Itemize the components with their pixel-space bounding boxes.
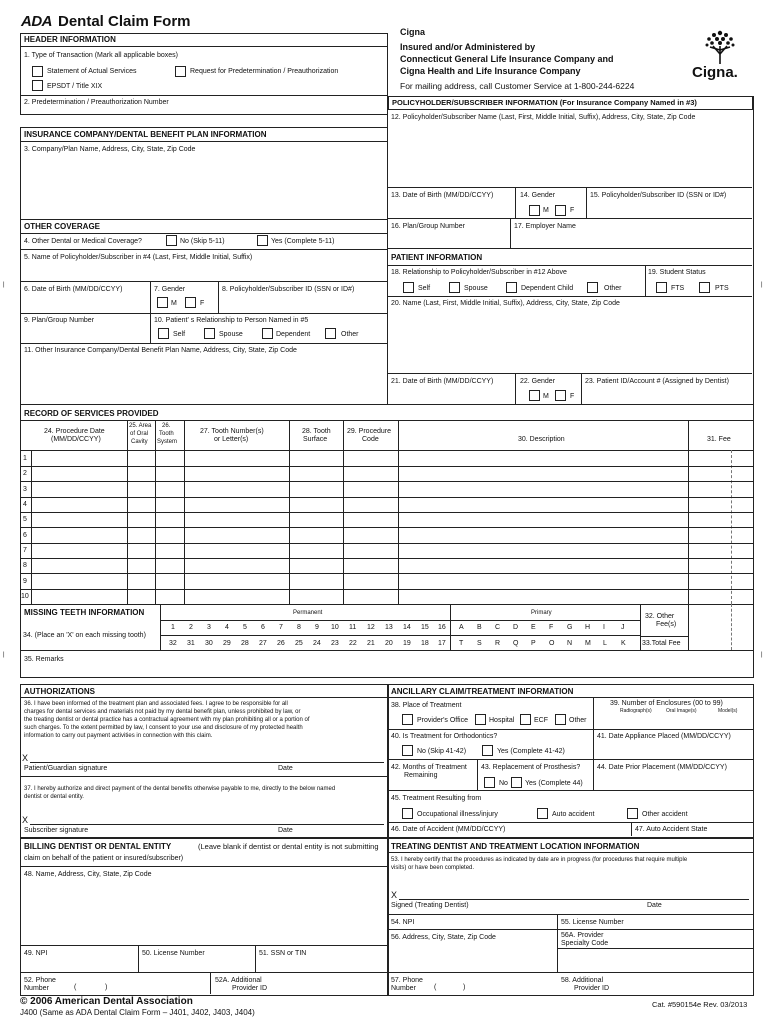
col-procedure-code: 29. Procedure [347, 428, 391, 435]
treating-signature-date: Date [647, 902, 662, 909]
col-tooth-system: 26. [162, 423, 171, 429]
other-self-label: Self [173, 331, 186, 338]
catalog-number: Cat. #590154e Rev. 03/2013 [652, 1000, 748, 1009]
tooth-28[interactable]: 28 [241, 640, 249, 647]
tooth-11[interactable]: 11 [349, 624, 357, 631]
additional-provider-id-label-b: Provider ID [574, 985, 610, 992]
prosthesis-yes-checkbox[interactable] [511, 777, 522, 788]
tooth-21[interactable]: 21 [367, 640, 375, 647]
ortho-no-checkbox[interactable] [402, 745, 413, 756]
billing-note-2: claim on behalf of the patient or insured/subscriber) [24, 855, 184, 862]
other-other-label: Other [341, 331, 359, 338]
treating-phone-label-b: Number [391, 985, 416, 992]
other-insurance-company-label: 11. Other Insurance Company/Dental Benefit Plan Name, Address, City, State, Zip Code [24, 347, 297, 354]
treating-53-line2: visits) or have been completed. [391, 865, 475, 871]
tooth-7[interactable]: 7 [279, 624, 283, 631]
col-tooth-system-b: Tooth [159, 431, 174, 437]
other-place-checkbox[interactable] [555, 714, 566, 725]
cigna-line3: Cigna Health and Life Insurance Company [400, 66, 581, 76]
other-accident-label: Other accident [642, 811, 688, 818]
tooth-13[interactable]: 13 [385, 624, 393, 631]
prior-placement-label: 44. Date Prior Placement (MM/DD/CCYY) [597, 764, 727, 771]
fts-label: FTS [671, 285, 685, 292]
other-gender-m-label: M [171, 300, 177, 307]
authorizations-title: AUTHORIZATIONS [24, 687, 95, 696]
tooth-25[interactable]: 25 [295, 640, 303, 647]
billing-npi-label: 49. NPI [24, 950, 48, 957]
cigna-line1: Insured and/or Administered by [400, 42, 536, 52]
pts-label: PTS [715, 285, 729, 292]
service-row-6: 6 [23, 532, 27, 539]
provider-office-label: Provider's Office [417, 717, 469, 724]
subscriber-signature-label: Subscriber signature [24, 827, 89, 834]
right-column-frame [387, 96, 754, 404]
auth-36-line4: such charges. To the extent permitted by law, I consent to your use and disclosure of my protected health [24, 725, 303, 731]
j400-note: J400 (Same as ADA Dental Claim Form – J401, J402, J403, J404) [20, 1008, 255, 1017]
col-tooth-surface-b: Surface [303, 436, 328, 443]
patient-dob-label: 21. Date of Birth (MM/DD/CCYY) [391, 378, 494, 385]
tooth-B[interactable]: B [477, 624, 482, 631]
accident-date-label: 46. Date of Accident (MM/DD/CCYY) [391, 826, 506, 833]
appliance-placed-label: 41. Date Appliance Placed (MM/DD/CCYY) [597, 733, 731, 740]
tooth-20[interactable]: 20 [385, 640, 393, 647]
epsdt-label: EPSDT / Title XIX [47, 83, 103, 90]
auth-37-line1: 37. I hereby authorize and direct payment of the dental benefits otherwise payable to me, directly to the below named [24, 786, 336, 792]
tooth-M[interactable]: M [585, 640, 591, 647]
treating-53-line1: 53. I hereby certify that the procedures as indicated by date are in progress (for procedures that require multiple [391, 857, 688, 863]
patient-info-title: PATIENT INFORMATION [391, 253, 483, 262]
actual-services-checkbox[interactable] [32, 66, 43, 77]
hospital-checkbox[interactable] [475, 714, 486, 725]
other-fees-label: 32. Other [645, 613, 675, 620]
other-policyholder-name-label: 5. Name of Policyholder/Subscriber in #4 (Last, First, Middle Initial, Suffix) [24, 254, 253, 261]
ortho-no-label: No (Skip 41-42) [417, 748, 467, 755]
other-dependent-checkbox[interactable] [262, 328, 273, 339]
orthodontics-label: 40. Is Treatment for Orthodontics? [391, 733, 498, 740]
auth-36-line2: charges for dental services and materials not paid by my dental benefit plan, unless prohibited by law, or [24, 709, 301, 715]
auth-36-line1: 36. I have been informed of the treatment plan and associated fees. I agree to be responsible for all [24, 701, 288, 707]
policyholder-dob-label: 13. Date of Birth (MM/DD/CCYY) [391, 192, 494, 199]
relationship-label: 18. Relationship to Policyholder/Subscriber in #12 Above [391, 269, 567, 276]
ecf-label: ECF [534, 717, 548, 724]
prosthesis-yes-label: Yes (Complete 44) [525, 780, 583, 787]
tooth-3[interactable]: 3 [207, 624, 211, 631]
tooth-15[interactable]: 15 [421, 624, 429, 631]
col-description: 30. Description [518, 436, 565, 443]
tooth-6[interactable]: 6 [261, 624, 265, 631]
transaction-type-label: 1. Type of Transaction (Mark all applicable boxes) [24, 52, 178, 59]
tooth-O[interactable]: O [549, 640, 555, 647]
right-fold-mark: | [761, 282, 763, 288]
form-title: Dental Claim Form [58, 13, 191, 30]
other-accident-checkbox[interactable] [627, 808, 638, 819]
other-dependent-label: Dependent [276, 331, 311, 338]
left-fold-mark-2: | [3, 652, 5, 658]
other-coverage-no-checkbox[interactable] [166, 235, 177, 246]
policyholder-gender-f-label: F [570, 207, 575, 214]
auto-accident-checkbox[interactable] [537, 808, 548, 819]
occupational-checkbox[interactable] [402, 808, 413, 819]
occupational-label: Occupational illness/injury [417, 811, 498, 818]
radiographs-label: Radiograph(s) [620, 708, 652, 714]
student-status-label: 19. Student Status [648, 269, 706, 276]
missing-teeth-title: MISSING TEETH INFORMATION [24, 608, 145, 617]
tooth-S[interactable]: S [477, 640, 482, 647]
tooth-F[interactable]: F [549, 624, 554, 631]
service-row-2: 2 [23, 470, 27, 477]
billing-address-label: 48. Name, Address, City, State, Zip Code [24, 871, 152, 878]
tooth-I[interactable]: I [603, 624, 605, 631]
treating-title: TREATING DENTIST AND TREATMENT LOCATION INFORMATION [391, 842, 640, 851]
patient-account-label: 23. Patient ID/Account # (Assigned by Dentist) [585, 378, 729, 385]
tooth-P[interactable]: P [531, 640, 536, 647]
treating-signature-x: X [391, 890, 398, 900]
patient-signature-x: X [22, 753, 29, 763]
policyholder-gender-label: 14. Gender [520, 192, 556, 199]
specialty-code-label: 56A. Provider [561, 932, 604, 939]
service-row-9: 9 [23, 578, 27, 585]
patient-gender-label: 22. Gender [520, 378, 556, 385]
auth-36-line3: the treating dentist or dental practice has a contractual agreement with my plan prohibiting all or a portion of [24, 717, 310, 723]
other-gender-m-checkbox[interactable] [157, 297, 168, 308]
ortho-yes-checkbox[interactable] [482, 745, 493, 756]
tooth-19[interactable]: 19 [403, 640, 411, 647]
col-tooth-number: 27. Tooth Number(s) [200, 428, 264, 435]
tooth-R[interactable]: R [495, 640, 501, 647]
treating-license-label: 55. License Number [561, 919, 624, 926]
other-coverage-question: 4. Other Dental or Medical Coverage? [24, 238, 142, 245]
predetermination-number-label: 2. Predetermination / Preauthorization Number [24, 99, 169, 106]
tooth-16[interactable]: 16 [438, 624, 446, 631]
col-tooth-number-b: or Letter(s) [214, 436, 249, 443]
tooth-E[interactable]: E [531, 624, 536, 631]
service-row-3: 3 [23, 486, 27, 493]
auth-37-line2: dentist or dental entity. [24, 794, 84, 800]
other-place-label: Other [569, 717, 587, 724]
months-treatment-label: 42. Months of Treatment [391, 764, 467, 771]
service-row-8: 8 [23, 562, 27, 569]
tooth-N[interactable]: N [567, 640, 573, 647]
left-fold-mark: | [3, 282, 5, 288]
missing-teeth-instruction: 34. (Place an 'X' on each missing tooth) [23, 632, 146, 639]
place-of-treatment-label: 38. Place of Treatment [391, 702, 462, 709]
models-label: Model(s) [718, 708, 738, 714]
tooth-32[interactable]: 32 [169, 640, 177, 647]
billing-provider-id-label-b: Provider ID [232, 985, 268, 992]
col-tooth-surface: 28. Tooth [302, 428, 331, 435]
other-gender-f-checkbox[interactable] [185, 297, 196, 308]
billing-phone-paren-l: ( [74, 984, 77, 991]
enclosures-label: 39. Number of Enclosures (00 to 99) [610, 700, 723, 707]
service-row-10: 10 [21, 593, 29, 600]
other-spouse-checkbox[interactable] [204, 328, 215, 339]
other-coverage-title: OTHER COVERAGE [24, 222, 101, 231]
other-other-checkbox[interactable] [325, 328, 336, 339]
provider-office-checkbox[interactable] [402, 714, 413, 725]
prosthesis-no-label: No [499, 780, 508, 787]
tooth-5[interactable]: 5 [243, 624, 247, 631]
other-relationship-label: 10. Patient' s Relationship to Person Named in #5 [154, 317, 309, 324]
cigna-tree-icon [700, 28, 740, 68]
subscriber-signature-line[interactable] [30, 824, 384, 825]
col-area-c: Cavity [131, 439, 148, 445]
patient-signature-date: Date [278, 765, 293, 772]
ortho-yes-label: Yes (Complete 41-42) [497, 748, 565, 755]
tooth-4[interactable]: 4 [225, 624, 229, 631]
billing-title: BILLING DENTIST OR DENTAL ENTITY [24, 842, 172, 851]
other-subscriber-id-label: 8. Policyholder/Subscriber ID (SSN or ID#) [222, 286, 355, 293]
replacement-prosthesis-label: 43. Replacement of Prosthesis? [481, 764, 581, 771]
plan-group-label: 16. Plan/Group Number [391, 223, 465, 230]
col-procedure-code-b: Code [362, 436, 379, 443]
additional-provider-id-label: 58. Additional [561, 977, 604, 984]
header-info-title: HEADER INFORMATION [24, 35, 116, 44]
tooth-17[interactable]: 17 [438, 640, 446, 647]
tooth-2[interactable]: 2 [189, 624, 193, 631]
other-coverage-no-label: No (Skip 5-11) [180, 238, 225, 245]
tooth-24[interactable]: 24 [313, 640, 321, 647]
specialty-code-label-b: Specialty Code [561, 940, 609, 947]
policyholder-id-label: 15. Policyholder/Subscriber ID (SSN or ID#) [590, 192, 727, 199]
treating-phone-label: 57. Phone [391, 977, 423, 984]
cigna-logo-text: Cigna. [692, 64, 738, 81]
service-row-7: 7 [23, 547, 27, 554]
patient-name-label: 20. Name (Last, First, Middle Initial, Suffix), Address, City, State, Zip Code [391, 300, 620, 307]
other-coverage-yes-checkbox[interactable] [257, 235, 268, 246]
epsdt-checkbox[interactable] [32, 80, 43, 91]
months-treatment-label-b: Remaining [404, 772, 438, 779]
tooth-H[interactable]: H [585, 624, 591, 631]
tooth-L[interactable]: L [603, 640, 607, 647]
copyright: © 2006 American Dental Association [20, 996, 193, 1007]
subscriber-signature-x: X [22, 815, 29, 825]
treating-address-label: 56. Address, City, State, Zip Code [391, 934, 496, 941]
billing-note: (Leave blank if dentist or dental entity is not submitting [198, 842, 379, 851]
insurance-title: INSURANCE COMPANY/DENTAL BENEFIT PLAN INFORMATION [24, 130, 267, 139]
tooth-22[interactable]: 22 [349, 640, 357, 647]
service-row-4: 4 [23, 501, 27, 508]
patient-spouse-label: Spouse [464, 285, 488, 292]
other-fees-label-b: Fee(s) [656, 621, 677, 628]
patient-signature-line[interactable] [30, 762, 384, 763]
remarks-label: 35. Remarks [24, 656, 64, 663]
cigna-mailing: For mailing address, call Customer Service at 1-800-244-6224 [400, 81, 635, 91]
other-coverage-yes-label: Yes (Complete 5-11) [271, 238, 335, 245]
patient-gender-f-label: F [570, 393, 575, 400]
hospital-label: Hospital [489, 717, 515, 724]
tooth-26[interactable]: 26 [277, 640, 285, 647]
cigna-name: Cigna [400, 27, 426, 37]
tooth-1[interactable]: 1 [171, 624, 175, 631]
other-dob-label: 6. Date of Birth (MM/DD/CCYY) [24, 286, 123, 293]
tooth-J[interactable]: J [621, 624, 625, 631]
billing-provider-id-label: 52A. Additional [215, 977, 262, 984]
col-procedure-date: 24. Procedure Date [44, 428, 105, 435]
predetermination-checkbox[interactable] [175, 66, 186, 77]
tooth-14[interactable]: 14 [403, 624, 411, 631]
auto-accident-label: Auto accident [552, 811, 595, 818]
tooth-18[interactable]: 18 [421, 640, 429, 647]
subscriber-signature-date: Date [278, 827, 293, 834]
treating-phone-paren-r: ) [463, 984, 466, 991]
other-plan-group-label: 9. Plan/Group Number [24, 317, 95, 324]
tooth-8[interactable]: 8 [297, 624, 301, 631]
tooth-A[interactable]: A [459, 624, 464, 631]
tooth-31[interactable]: 31 [187, 640, 195, 647]
accident-state-label: 47. Auto Accident State [635, 826, 708, 833]
predetermination-label: Request for Predetermination / Preauthorization [190, 68, 339, 75]
service-row-5: 5 [23, 516, 27, 523]
tooth-Q[interactable]: Q [513, 640, 519, 647]
actual-services-label: Statement of Actual Services [47, 68, 137, 75]
billing-phone-paren-r: ) [105, 984, 108, 991]
other-gender-f-label: F [200, 300, 205, 307]
primary-label: Primary [531, 610, 552, 616]
cigna-line2: Connecticut General Life Insurance Company and [400, 54, 614, 64]
service-row-1: 1 [23, 455, 27, 462]
total-fee-label: 33.Total Fee [642, 640, 681, 647]
treating-phone-paren-l: ( [434, 984, 437, 991]
tooth-G[interactable]: G [567, 624, 573, 631]
tooth-9[interactable]: 9 [315, 624, 319, 631]
patient-dependent-label: Dependent Child [521, 285, 574, 292]
prosthesis-no-checkbox[interactable] [484, 777, 495, 788]
ancillary-title: ANCILLARY CLAIM/TREATMENT INFORMATION [391, 687, 574, 696]
patient-gender-m-label: M [543, 393, 549, 400]
tooth-23[interactable]: 23 [331, 640, 339, 647]
tooth-12[interactable]: 12 [367, 624, 375, 631]
col-procedure-date-fmt: (MM/DD/CCYY) [51, 436, 101, 443]
treatment-resulting-label: 45. Treatment Resulting from [391, 795, 482, 802]
policyholder-name-label: 12. Policyholder/Subscriber Name (Last, First, Middle Initial, Suffix), Address, City, State, Zip Code [391, 114, 696, 121]
oral-images-label: Oral Image(s) [666, 708, 697, 714]
policyholder-gender-m-label: M [543, 207, 549, 214]
treating-signature-label: Signed (Treating Dentist) [391, 902, 469, 909]
right-fold-mark-2: | [761, 652, 763, 658]
other-self-checkbox[interactable] [158, 328, 169, 339]
tooth-29[interactable]: 29 [223, 640, 231, 647]
policyholder-title: POLICYHOLDER/SUBSCRIBER INFORMATION (For Insurance Company Named in #3) [392, 98, 697, 107]
col-fee: 31. Fee [707, 436, 731, 443]
col-area: 25. Area [129, 423, 152, 429]
tooth-30[interactable]: 30 [205, 640, 213, 647]
ada-logo: ADA [21, 13, 52, 30]
billing-phone-label-b: Number [24, 985, 49, 992]
patient-self-label: Self [418, 285, 431, 292]
col-area-b: of Oral [130, 431, 149, 437]
remarks-box[interactable] [20, 650, 754, 678]
tooth-T[interactable]: T [459, 640, 464, 647]
billing-license-label: 50. License Number [142, 950, 205, 957]
col-tooth-system-c: System [157, 439, 178, 445]
ecf-checkbox[interactable] [520, 714, 531, 725]
permanent-label: Permanent [293, 610, 323, 616]
services-title: RECORD OF SERVICES PROVIDED [24, 409, 159, 418]
tooth-27[interactable]: 27 [259, 640, 267, 647]
company-plan-label: 3. Company/Plan Name, Address, City, State, Zip Code [24, 146, 196, 153]
tooth-10[interactable]: 10 [331, 624, 339, 631]
tooth-K[interactable]: K [621, 640, 626, 647]
auth-36-line5: information to carry out payment activities in connection with this claim. [24, 733, 213, 739]
billing-ssn-label: 51. SSN or TIN [259, 950, 307, 957]
patient-signature-label: Patient/Guardian signature [24, 765, 108, 772]
employer-name-label: 17. Employer Name [514, 223, 576, 230]
other-gender-label: 7. Gender [154, 286, 186, 293]
billing-phone-label: 52. Phone [24, 977, 56, 984]
other-spouse-label: Spouse [219, 331, 243, 338]
tooth-C[interactable]: C [495, 624, 501, 631]
tooth-D[interactable]: D [513, 624, 519, 631]
treating-signature-line[interactable] [399, 899, 749, 900]
patient-other-label: Other [604, 285, 622, 292]
treating-npi-label: 54. NPI [391, 919, 415, 926]
